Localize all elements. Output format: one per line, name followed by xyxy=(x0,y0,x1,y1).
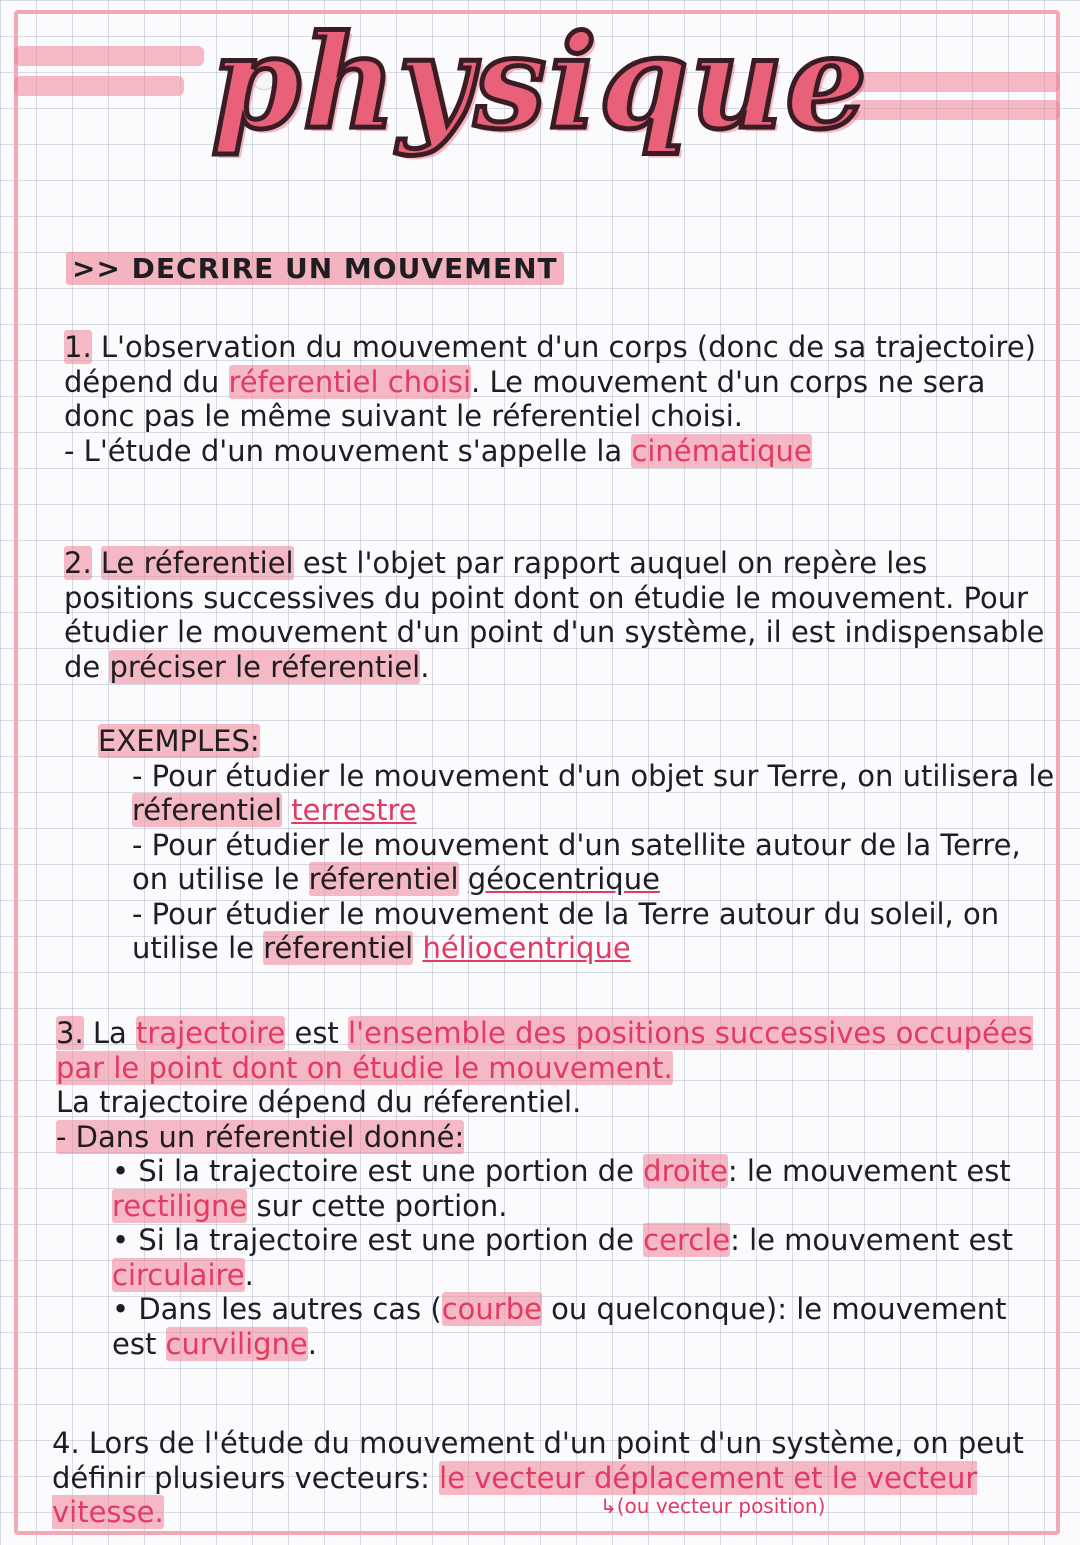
example-3: - Pour étudier le mouvement de la Terre autour du soleil, on utilise le réferentiel héliocentrique xyxy=(132,896,1000,965)
paragraph-number: 3. xyxy=(56,1016,84,1050)
section-heading: >> DECRIRE UN MOUVEMENT xyxy=(66,252,564,285)
referentiel-heliocentrique: héliocentrique xyxy=(422,931,631,965)
paragraph-3-definition: 3. La trajectoire est l'ensemble des positions successives occupées par le point dont on étudie le mouvement. xyxy=(56,1016,1033,1085)
highlight-cinematique: cinématique xyxy=(631,433,812,468)
paragraph-2: 2. Le réferentiel est l'objet par rapport auquel on repère les positions successives du point dont on étudie le mouvement. Pour étudier le mouvement d'un point d'un système, il est indispensable de préciser le réferentiel. xyxy=(64,546,1045,684)
vector-position-note: ↳(ou vecteur position) xyxy=(600,1494,826,1518)
examples-block xyxy=(64,724,1058,966)
referentiel-terrestre: terrestre xyxy=(291,793,417,827)
examples-label: EXEMPLES: xyxy=(98,724,260,758)
paragraph-1-note: - L'étude d'un mouvement s'appelle la cinématique xyxy=(64,433,812,468)
paragraph-1-text: 1. L'observation du mouvement d'un corps (donc de sa trajectoire) dépend du réferentiel choisi. Le mouvement d'un corps ne sera donc pas le même suivant le réferentiel choisi. xyxy=(64,330,1036,433)
paragraph-4: 4. Lors de l'étude du mouvement d'un point d'un système, on peut définir plusieurs vecteurs: le vecteur déplacement et le vecteur vitesse. xyxy=(52,1426,1024,1529)
paragraph-number: 1. xyxy=(64,330,92,364)
highlight-ensemble-positions: l'ensemble des positions successives occupées par le point dont on étudie le mouvement. xyxy=(56,1016,1033,1085)
example-2: - Pour étudier le mouvement d'un satellite autour de la Terre, on utilise le réferentiel géocentrique xyxy=(132,827,1021,896)
paragraph-number: 2. xyxy=(64,546,92,580)
highlight-trajectoire: trajectoire xyxy=(136,1016,286,1050)
case-rectiligne: • Si la trajectoire est une portion de droite: le mouvement est rectiligne sur cette portion. xyxy=(112,1154,1011,1223)
highlight-preciser: préciser le réferentiel xyxy=(109,649,421,684)
case-curviligne: • Dans les autres cas (courbe ou quelconque): le mouvement est curviligne. xyxy=(112,1292,1007,1361)
page-title: physique xyxy=(211,8,869,158)
paragraph-3-intro: - Dans un réferentiel donné: xyxy=(56,1119,465,1154)
highlight-le-referentiel: Le réferentiel xyxy=(100,546,294,580)
paragraph-1 xyxy=(64,330,1054,468)
highlight-referentiel-choisi: réferentiel choisi xyxy=(228,364,472,399)
referentiel-geocentrique: géocentrique xyxy=(467,862,660,896)
paragraph-3 xyxy=(56,1016,1046,1361)
example-1: - Pour étudier le mouvement d'un objet sur Terre, on utilisera le réferentiel terrestre xyxy=(132,758,1055,827)
highlight-vecteurs: le vecteur déplacement et le vecteur vitesse. xyxy=(52,1460,978,1529)
paragraph-3-line: La trajectoire dépend du réferentiel. xyxy=(56,1085,582,1119)
case-circulaire: • Si la trajectoire est une portion de cercle: le mouvement est circulaire. xyxy=(112,1223,1013,1292)
